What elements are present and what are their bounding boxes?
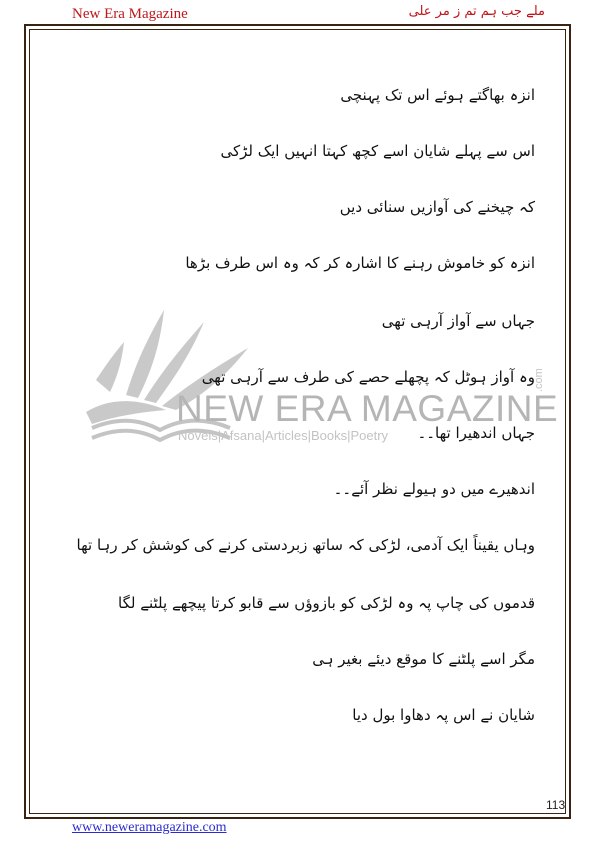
text-line: قدموں کی چاپ پہ وہ لڑکی کو بازوؤں سے قابو کرتا پیچھے پلٹنے لگا [118,594,535,612]
text-line: اندھیرے میں دو ہیولے نظر آئے۔۔ [333,480,535,498]
website-link[interactable]: www.neweramagazine.com [72,820,227,835]
text-line: مگر اسے پلٹنے کا موقع دیئے بغیر ہی [312,650,535,668]
page-number: 113 [546,798,566,812]
text-line: جہاں اندھیرا تھا۔۔ [417,424,535,442]
text-line: کہ چیخنے کی آوازیں سنائی دیں [339,198,535,216]
book-title: ملے جب ہم تم ز مر علی [408,4,545,19]
watermark-tagline: Novels|Afsana|Articles|Books|Poetry [178,428,389,443]
watermark-domain: .com [533,368,545,392]
text-line: وہاں یقیناً ایک آدمی، لڑکی کہ ساتھ زبردستی کرنے کی کوشش کر رہا تھا [76,536,535,554]
text-line: وہ آواز ہوٹل کہ پچھلے حصے کی طرف سے آرہی تھی [201,368,535,386]
magazine-title: New Era Magazine [72,6,188,22]
page-header [0,0,595,26]
text-line: انزہ بھاگتے ہوئے اس تک پہنچی [340,86,535,104]
text-line: جہاں سے آواز آرہی تھی [381,312,535,330]
watermark-brand: NEW ERA MAGAZINE [176,388,559,429]
text-line: انزہ کو خاموش رہنے کا اشارہ کر کہ وہ اس طرف بڑھا [185,254,535,272]
text-line: اس سے پہلے شایان اسے کچھ کہتا انہیں ایک لڑکی [220,142,535,160]
text-line: شایان نے اس پہ دھاوا بول دیا [352,706,535,724]
